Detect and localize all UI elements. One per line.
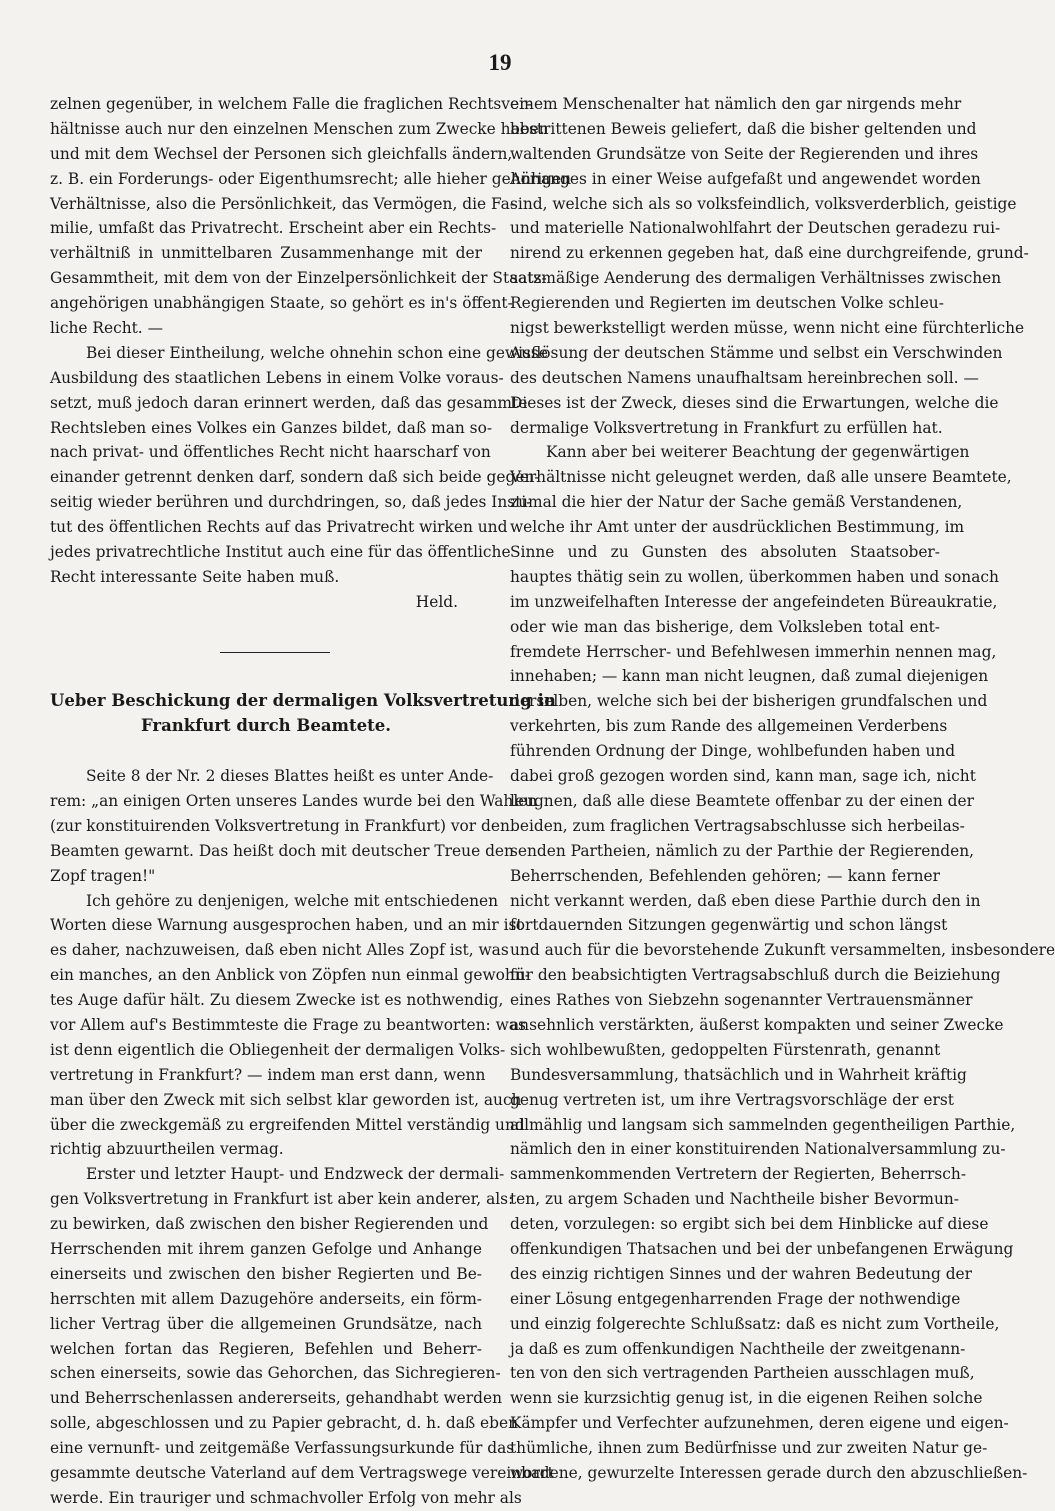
text-line: im unzweifelhaften Interesse der angefeindeten Büreaukratie,	[510, 592, 998, 611]
text-line: dabei groß gezogen worden sind, kann man, sage ich, nicht	[510, 767, 976, 786]
text-line: über die zweckgemäß zu ergreifenden Mittel verständig und	[50, 1115, 525, 1134]
text-line: schen einerseits, sowie das Gehorchen, das Sichregieren-	[50, 1364, 501, 1383]
text-line: ten, zu argem Schaden und Nachtheile bisher Bevormun-	[510, 1190, 959, 1209]
text-line: Recht interessante Seite haben muß.	[50, 567, 340, 586]
text-line: derselben, welche sich bei der bisherigen grundfalschen und	[510, 692, 988, 711]
text-line: ja daß es zum offenkundigen Nachtheile der zweitgenann-	[510, 1339, 966, 1358]
text-line: hauptes thätig sein zu wollen, überkommen haben und sonach	[510, 567, 999, 586]
text-line: Bundesversammlung, thatsächlich und in Wahrheit kräftig	[510, 1065, 967, 1084]
text-line: Gesammtheit, mit dem von der Einzelpersönlichkeit der Staats-	[50, 269, 547, 288]
text-line: sich wohlbewußten, gedoppelten Fürstenrath, genannt	[510, 1040, 941, 1059]
text-line: vertretung in Frankfurt? — indem man erst dann, wenn	[50, 1065, 486, 1084]
section-divider	[50, 640, 482, 665]
text-line: und materielle Nationalwohlfahrt der Deutschen geradezu rui-	[510, 219, 1001, 238]
text-line: Kann aber bei weiterer Beachtung der gegenwärtigen	[546, 443, 970, 462]
text-line: waltenden Grundsätze von Seite der Regierenden und ihres	[510, 144, 979, 163]
text-line: welchen fortan das Regieren, Befehlen und Beherr-	[50, 1339, 482, 1358]
left-column	[50, 92, 572, 1511]
text-line: vor Allem auf's Bestimmteste die Frage zu beantworten: was	[50, 1015, 526, 1034]
text-line: zu bewirken, daß zwischen den bisher Regierenden und	[50, 1215, 489, 1234]
text-line: herrschten mit allem Dazugehöre anderseits, ein förm-	[50, 1289, 482, 1308]
text-line: nicht verkannt werden, daß eben diese Parthie durch den in	[510, 891, 981, 910]
text-line: ist denn eigentlich die Obliegenheit der dermaligen Volks-	[50, 1040, 506, 1059]
text-line: ein manches, an den Anblick von Zöpfen nun einmal gewohn-	[50, 966, 530, 985]
text-line: senden Partheien, nämlich zu der Parthie der Regierenden,	[510, 841, 975, 860]
text-line: man über den Zweck mit sich selbst klar geworden ist, auch	[50, 1090, 522, 1109]
text-line: (zur konstituirenden Volksvertretung in Frankfurt) vor den	[50, 816, 510, 835]
text-line: Seite 8 der Nr. 2 dieses Blattes heißt es unter Ande-	[86, 767, 494, 786]
text-line: tut des öffentlichen Rechts auf das Privatrecht wirken und	[50, 518, 508, 537]
article-heading: Ueber Beschickung der dermaligen Volksvertretung in	[50, 691, 556, 711]
text-line: thümliche, ihnen zum Bedürfnisse und zur zweiten Natur ge-	[510, 1439, 988, 1458]
text-line: eine vernunft- und zeitgemäße Verfassungsurkunde für das	[50, 1439, 515, 1458]
text-line: ansehnlich verstärkten, äußerst kompakten und seiner Zwecke	[510, 1015, 1004, 1034]
text-line: seitig wieder berühren und durchdringen, so, daß jedes Insti-	[50, 493, 532, 512]
text-line: nirend zu erkennen gegeben hat, daß eine durchgreifende, grund-	[510, 244, 1029, 263]
text-line: und auch für die bevorstehende Zukunft versammelten, insbesondere	[510, 941, 1055, 960]
text-line: fortdauernden Sitzungen gegenwärtig und schon längst	[510, 916, 948, 935]
spacer	[50, 664, 482, 689]
text-line: Sinne und zu Gunsten des absoluten Staatsober-	[510, 543, 940, 562]
text-line: wenn sie kurzsichtig genug ist, in die eigenen Reihen solche	[510, 1389, 983, 1408]
text-line: jedes privatrechtliche Institut auch eine für das öffentliche	[50, 543, 511, 562]
text-line: innehaben; — kann man nicht leugnen, daß zumal diejenigen	[510, 667, 989, 686]
text-line: einander getrennt denken darf, sondern daß sich beide gegen-	[50, 468, 540, 487]
text-line: zumal die hier der Natur der Sache gemäß Verstandenen,	[510, 493, 963, 512]
text-line: satzmäßige Aenderung des dermaligen Verhältnisses zwischen	[510, 269, 1002, 288]
text-line: fremdete Herrscher- und Befehlwesen immerhin nennen mag,	[510, 642, 997, 661]
text-line: Zopf tragen!"	[50, 866, 156, 885]
text-line: hältnisse auch nur den einzelnen Menschen zum Zwecke haben	[50, 119, 549, 138]
text-line: licher Vertrag über die allgemeinen Grundsätze, nach	[50, 1314, 482, 1333]
text-line: verkehrten, bis zum Rande des allgemeinen Verderbens	[510, 717, 948, 736]
text-line: Rechtsleben eines Volkes ein Ganzes bildet, daß man so-	[50, 418, 493, 437]
text-line: eines Rathes von Siebzehn sogenannter Vertrauensmänner	[510, 991, 973, 1010]
text-line: dermalige Volksvertretung in Frankfurt zu erfüllen hat.	[510, 418, 943, 437]
text-line: wordene, gewurzelte Interessen gerade durch den abzuschließen-	[510, 1463, 1028, 1482]
text-line: des deutschen Namens unaufhaltsam hereinbrechen soll. —	[510, 368, 979, 387]
text-line: tes Auge dafür hält. Zu diesem Zwecke ist es nothwendig,	[50, 991, 504, 1010]
text-line: milie, umfaßt das Privatrecht. Erscheint aber ein Rechts-	[50, 219, 497, 238]
text-line: nach privat- und öffentliches Recht nicht haarscharf von	[50, 443, 491, 462]
text-line: es daher, nachzuweisen, daß eben nicht Alles Zopf ist, was	[50, 941, 509, 960]
text-line: Beamten gewarnt. Das heißt doch mit deutscher Treue den	[50, 841, 514, 860]
text-line: Herrschenden mit ihrem ganzen Gefolge und Anhange	[50, 1239, 482, 1258]
text-line: des einzig richtigen Sinnes und der wahren Bedeutung der	[510, 1264, 973, 1283]
spacer	[50, 739, 482, 764]
text-line: nämlich den in einer konstituirenden Nationalversammlung zu-	[510, 1140, 1006, 1159]
text-line: für den beabsichtigten Vertragsabschluß durch die Beiziehung	[510, 966, 1001, 985]
text-line: einerseits und zwischen den bisher Regierten und Be-	[50, 1264, 482, 1283]
article-heading: Frankfurt durch Beamtete.	[141, 716, 391, 736]
text-line: zelnen gegenüber, in welchem Falle die fraglichen Rechtsver-	[50, 95, 532, 113]
text-line: Auflösung der deutschen Stämme und selbst ein Verschwinden	[510, 343, 1003, 362]
text-line: Bei dieser Eintheilung, welche ohnehin schon eine gewisse	[86, 343, 548, 362]
text-line: leugnen, daß alle diese Beamtete offenbar zu der einen der	[510, 791, 974, 810]
text-line: gen Volksvertretung in Frankfurt ist aber kein anderer, als:	[50, 1190, 514, 1209]
text-line: und einzig folgerechte Schlußsatz: daß es nicht zum Vortheile,	[510, 1314, 1000, 1333]
text-line: richtig abzuurtheilen vermag.	[50, 1140, 284, 1159]
text-line: einer Lösung entgegenharrenden Frage der nothwendige	[510, 1289, 961, 1308]
text-line: gesammte deutsche Vaterland auf dem Vertragswege vereinbart	[50, 1463, 554, 1482]
text-line: Ich gehöre zu denjenigen, welche mit entschiedenen	[86, 891, 499, 910]
text-line: Anhanges in einer Weise aufgefaßt und angewendet worden	[510, 169, 981, 188]
text-line: setzt, muß jedoch daran erinnert werden, daß das gesammte	[50, 393, 528, 412]
page-number: 19	[488, 50, 512, 75]
text-line: beiden, zum fraglichen Vertragsabschlusse sich herbeilas-	[510, 816, 965, 835]
text-line: angehörigen unabhängigen Staate, so gehört es in's öffent-	[50, 294, 513, 313]
text-line: ten von den sich vertragenden Partheien ausschlagen muß,	[510, 1364, 975, 1383]
spacer	[50, 615, 482, 640]
text-line: solle, abgeschlossen und zu Papier gebracht, d. h. daß eben	[50, 1414, 519, 1433]
right-column	[510, 92, 1055, 1486]
text-line: und mit dem Wechsel der Personen sich gleichfalls ändern,	[50, 144, 513, 163]
text-line: sind, welche sich als so volksfeindlich, volksverderblich, geistige	[510, 194, 1017, 213]
text-line: Beherrschenden, Befehlenden gehören; — kann ferner	[510, 866, 940, 885]
text-line: Verhältnisse, also die Persönlichkeit, das Vermögen, die Fa-	[50, 194, 516, 213]
text-line: liche Recht. —	[50, 319, 163, 338]
text-line: einem Menschenalter hat nämlich den gar nirgends mehr	[510, 95, 962, 113]
text-line: genug vertreten ist, um ihre Vertragsvorschläge der erst	[510, 1090, 954, 1109]
text-line: Ausbildung des staatlichen Lebens in einem Volke voraus-	[50, 368, 504, 387]
author-signature: Held.	[415, 592, 458, 611]
text-line: führenden Ordnung der Dinge, wohlbefunden haben und	[510, 742, 956, 761]
text-line: und Beherrschenlassen andererseits, gehandhabt werden	[50, 1389, 502, 1408]
text-line: Worten diese Warnung ausgesprochen haben, und an mir ist	[50, 916, 523, 935]
text-line: offenkundigen Thatsachen und bei der unbefangenen Erwägung	[510, 1239, 1014, 1258]
text-line: nigst bewerkstelligt werden müsse, wenn nicht eine fürchterliche	[510, 319, 1025, 338]
text-line: welche ihr Amt unter der ausdrücklichen Bestimmung, im	[510, 518, 965, 537]
text-line: sammenkommenden Vertretern der Regierten, Beherrsch-	[510, 1165, 967, 1184]
text-line: z. B. ein Forderungs- oder Eigenthumsrecht; alle hieher gehörigen	[50, 169, 572, 188]
text-line: verhältniß in unmittelbaren Zusammenhange mit der	[50, 244, 482, 263]
text-line: allmählig und langsam sich sammelnden gegentheiligen Parthie,	[510, 1115, 1016, 1134]
text-line: Erster und letzter Haupt- und Endzweck der dermali-	[86, 1165, 505, 1184]
text-line: Dieses ist der Zweck, dieses sind die Erwartungen, welche die	[510, 393, 999, 412]
text-line: rem: „an einigen Orten unseres Landes wurde bei den Wahlen	[50, 791, 538, 810]
text-line: bestrittenen Beweis geliefert, daß die bisher geltenden und	[510, 119, 977, 138]
text-line: deten, vorzulegen: so ergibt sich bei dem Hinblicke auf diese	[510, 1215, 989, 1234]
text-line: Kämpfer und Verfechter aufzunehmen, deren eigene und eigen-	[510, 1414, 1009, 1433]
text-line: werde. Ein trauriger und schmachvoller Erfolg von mehr als	[50, 1488, 522, 1507]
text-line: oder wie man das bisherige, dem Volksleben total ent-	[510, 617, 940, 636]
text-line: Regierenden und Regierten im deutschen Volke schleu-	[510, 294, 944, 313]
text-line: Verhältnisse nicht geleugnet werden, daß alle unsere Beamtete,	[510, 468, 1012, 487]
